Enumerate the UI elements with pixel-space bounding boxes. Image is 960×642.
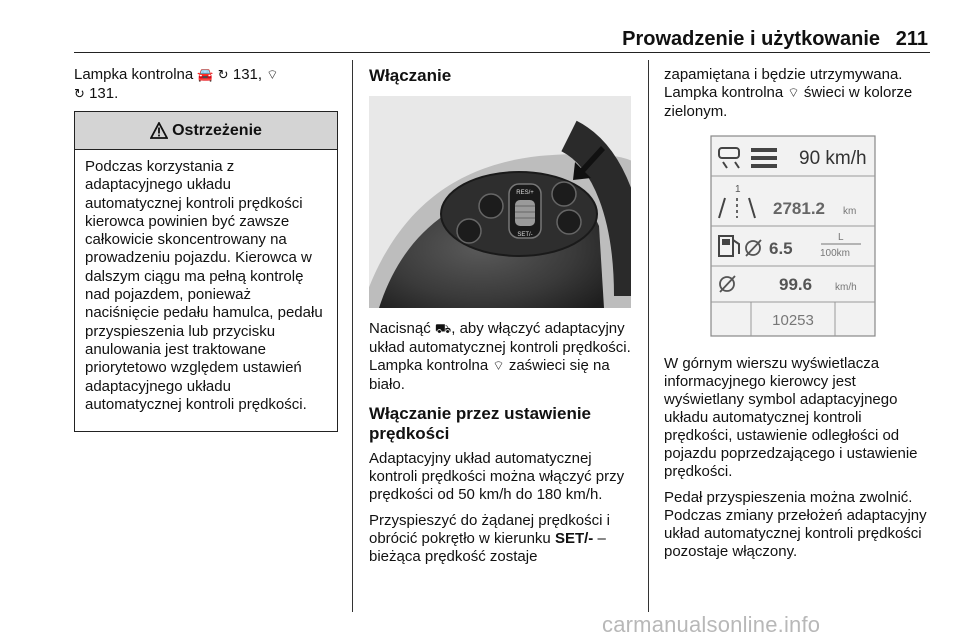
right-button (557, 210, 581, 234)
section-heading: Włączanie przez ustawienie prędkości (369, 404, 592, 443)
paragraph: zapamiętana i będzie utrzymywana. Lampka kontrolna ⌔ świeci w kolorze zielonym. (664, 66, 913, 120)
left-button (457, 219, 481, 243)
warning-box (74, 111, 338, 432)
section-heading: Włączanie (369, 66, 452, 85)
paragraph: Nacisnąć ⛟, aby włączyć adaptacyjny układ automatycznej kontroli prędkości. Lampka kontrolna ⌔ zaświeci się na biało. (369, 320, 631, 393)
steering-wheel-illustration (369, 96, 631, 308)
average-speed-unit: km/h (835, 282, 857, 293)
driver-info-display (703, 128, 925, 340)
odometer-value: 2781.2 (773, 199, 825, 218)
acc-switch-icon: ⛟ (434, 322, 452, 337)
car-icon: 🚘 (197, 68, 214, 83)
following-distance-icon (751, 148, 777, 168)
column-2-text (369, 320, 633, 574)
column-divider (648, 60, 649, 612)
page-ref-icon: ↻ (74, 87, 85, 102)
gap-number: 1 (735, 184, 741, 195)
column-1 (74, 66, 340, 104)
page-title: Prowadzenie i użytkowanie (622, 28, 880, 50)
warning-text: Podczas korzystania z adaptacyjnego układu automatycznej kontroli prędkości kierowca powinien być zawsze całkowicie skoncentrowany na prowadzeniu pojazdu. Kierowca w dalszym ciągu ma pełną kontrolę nad pojazdem, ponieważ naciśnięcie pedału hamulca, pedału przyspieszenia lub przycisku anulowania jest traktowane priorytetowo względem ustawień adaptacyjnego układu automatycznej kontroli prędkości. (85, 158, 323, 413)
acc-button (552, 182, 576, 206)
set-speed: 90 km/h (799, 148, 867, 169)
odometer-unit: km (843, 206, 857, 217)
lamp-reference: Lampka kontrolna 🚘 ↻ 131, ⌔ ↻ 131. (74, 66, 279, 102)
speedometer-icon: ⌔ (266, 68, 279, 83)
warning-title: Ostrzeżenie (172, 121, 262, 139)
column-3-text (664, 355, 930, 569)
page-number: 211 (895, 28, 928, 50)
warning-header (75, 112, 337, 150)
watermark: carmanualsonline.info (602, 612, 821, 637)
fuel-unit-top: L (838, 232, 844, 243)
speedometer-icon: ⌔ (787, 86, 800, 101)
fuel-consumption: 6.5 (769, 239, 793, 258)
column-divider (352, 60, 353, 612)
header-rule (74, 52, 930, 53)
fuel-unit-bottom: 100km (820, 248, 851, 259)
paragraph: Pedał przyspieszenia można zwolnić. Podczas zmiany przełożeń adaptacyjny układ automatycznej kontroli prędkości pozostaje włączony. (664, 489, 927, 560)
total-odometer: 10253 (772, 312, 814, 329)
speedometer-icon: ⌔ (492, 359, 505, 374)
paragraph: W górnym wierszu wyświetlacza informacyjnego kierowcy jest wyświetlany symbol adaptacyjnego układu automatycznej kontroli prędkości, ustawienie odległości od pojazdu poprzedzającego i ustawienie prędkości. (664, 355, 918, 480)
page-ref-icon: ↻ (217, 68, 229, 83)
average-speed: 99.6 (779, 275, 813, 294)
column-2 (369, 66, 633, 92)
left-button (479, 194, 503, 218)
paragraph: Adaptacyjny układ automatycznej kontroli prędkości można włączyć przy prędkości od 50 km/h do 180 km/h. (369, 450, 625, 503)
paragraph: Przyspieszyć do żądanej prędkości i obrócić pokrętło w kierunku SET/- – bieżąca prędkość zostaje (369, 512, 610, 565)
column-3 (664, 66, 930, 129)
set-label: SET/- (517, 232, 533, 238)
warning-triangle-icon (150, 122, 168, 139)
res-label: RES/+ (516, 190, 534, 196)
